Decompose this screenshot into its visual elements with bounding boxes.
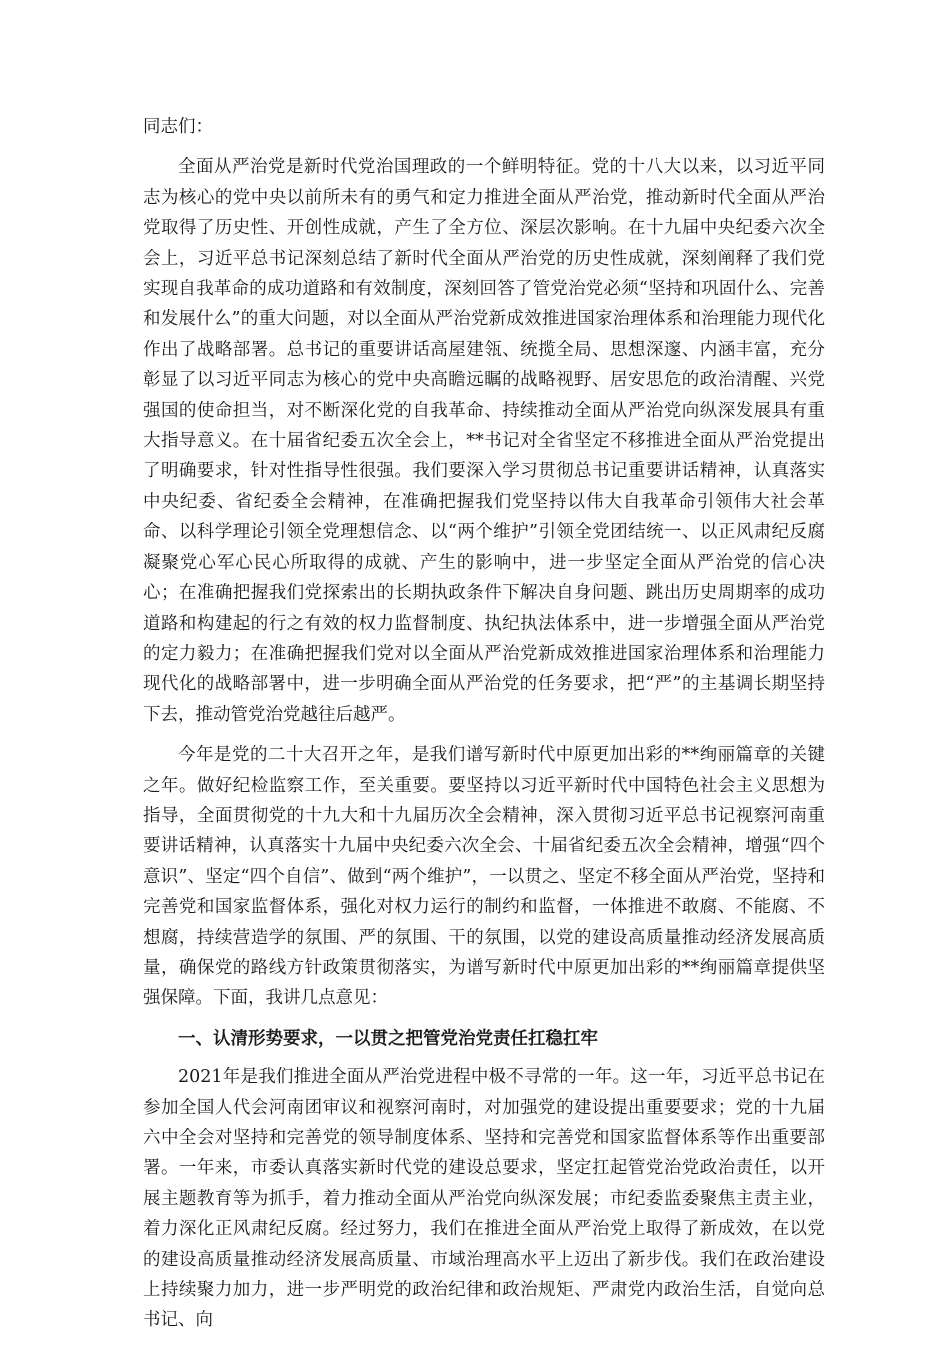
- salutation: 同志们：: [143, 117, 213, 137]
- document-body: [143, 112, 825, 1346]
- section-heading: 一、认清形势要求，一以贯之把管党治党责任扛稳扛牢: [178, 1028, 598, 1049]
- section-paragraph: 2021年是我们推进全面从严治党进程中极不寻常的一年。这一年，习近平总书记在参加全国人代会河南团审议和视察河南时，对加强党的建设提出重要要求；党的十九届六中全会对坚持和完善党的领导制度体系、坚持和完善党和国家监督体系等作出重要部署。一年来，市委认真落实新时代党的建设总要求，坚定扛起管党治党政治责任，以开展主题教育等为抓手，着力推动全面从严治党向纵深发展；市纪委监委聚焦主责主业，着力深化正风肃纪反腐。经过努力，我们在推进全面从严治党上取得了新成效，在以党的建设高质量推动经济发展高质量、市域治理高水平上迈出了新步伐。我们在政治建设上持续聚力加力，进一步严明党的政治纪律和政治规矩、严肃党内政治生活，自觉向总书记、向: [143, 1067, 825, 1331]
- intro-paragraph-1: 全面从严治党是新时代党治国理政的一个鲜明特征。党的十八大以来，以习近平同志为核心的党中央以前所未有的勇气和定力推进全面从严治党，推动新时代全面从严治党取得了历史性、开创性成就，产生了全方位、深层次影响。在十九届中央纪委六次全会上，习近平总书记深刻总结了新时代全面从严治党的历史性成就，深刻阐释了我们党实现自我革命的成功道路和有效制度，深刻回答了管党治党必须“坚持和巩固什么、完善和发展什么”的重大问题，对以全面从严治党新成效推进国家治理体系和治理能力现代化作出了战略部署。总书记的重要讲话高屋建瓴、统揽全局、思想深邃、内涵丰富，充分彰显了以习近平同志为核心的党中央高瞻远瞩的战略视野、居安思危的政治清醒、兴党强国的使命担当，对不断深化党的自我革命、持续推动全面从严治党向纵深发展具有重大指导意义。在十届省纪委五次全会上，**书记对全省坚定不移推进全面从严治党提出了明确要求，针对性指导性很强。我们要深入学习贯彻总书记重要讲话精神，认真落实中央纪委、省纪委全会精神，在准确把握我们党坚持以伟大自我革命引领伟大社会革命、以科学理论引领全党理想信念、以“两个维护”引领全党团结统一、以正风肃纪反腐凝聚党心军心民心所取得的成就、产生的影响中，进一步坚定全面从严治党的信心决心；在准确把握我们党探索出的长期执政条件下解决自身问题、跳出历史周期率的成功道路和构建起的行之有效的权力监督制度、执纪执法体系中，进一步增强全面从严治党的定力毅力；在准确把握我们党对以全面从严治党新成效推进国家治理体系和治理能力现代化的战略部署中，进一步明确全面从严治党的任务要求，把“严”的主基调长期坚持下去，推动管党治党越往后越严。: [143, 157, 825, 725]
- intro-paragraph-2: 今年是党的二十大召开之年，是我们谱写新时代中原更加出彩的**绚丽篇章的关键之年。做好纪检监察工作，至关重要。要坚持以习近平新时代中国特色社会主义思想为指导，全面贯彻党的十九大和十九届历次全会精神，深入贯彻习近平总书记视察河南重要讲话精神，认真落实十九届中央纪委六次全会、十届省纪委五次全会精神，增强“四个意识”、坚定“四个自信”、做到“两个维护”，一以贯之、坚定不移全面从严治党，坚持和完善党和国家监督体系，强化对权力运行的制约和监督，一体推进不敢腐、不能腐、不想腐，持续营造学的氛围、严的氛围、干的氛围，以党的建设高质量推动经济发展高质量，确保党的路线方针政策贯彻落实，为谱写新时代中原更加出彩的**绚丽篇章提供坚强保障。下面，我讲几点意见：: [143, 745, 825, 1009]
